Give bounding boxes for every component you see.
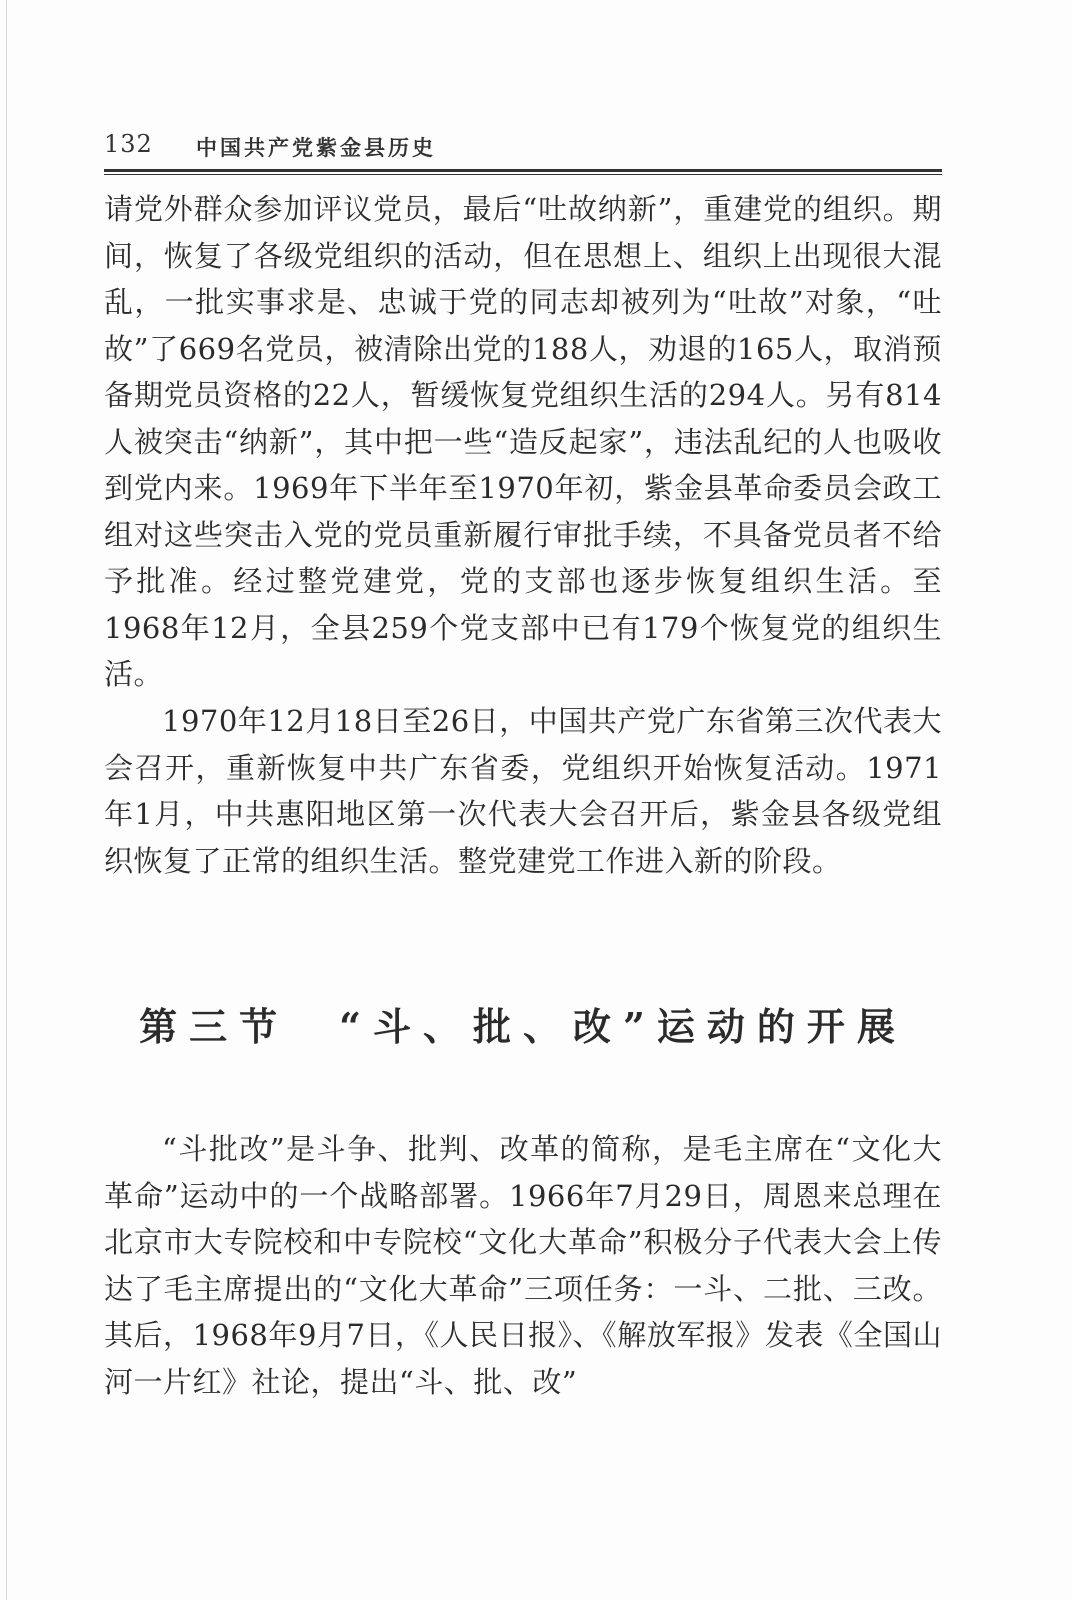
running-header xyxy=(104,130,942,166)
header-rule-thin xyxy=(104,174,942,175)
paragraph-dou-pi-gai: “斗批改”是斗争、批判、改革的简称，是毛主席在“文化大革命”运动中的一个战略部署。1966年7月29日，周恩来总理在北京市大专院校和中专院校“文化大革命”积极分子代表大会上传达了毛主席提出的“文化大革命”三项任务：一斗、二批、三改。其后，1968年9月7日，《人民日报》、《解放军报》发表《全国山河一片红》社论，提出“斗、批、改” xyxy=(104,1132,942,1399)
page-edge-line xyxy=(6,0,7,1600)
section-heading: 第三节 “斗、批、改”运动的开展 xyxy=(139,1004,907,1049)
page-number: 132 xyxy=(104,130,153,158)
paragraph-continued: 请党外群众参加评议党员，最后“吐故纳新”，重建党的组织。期间，恢复了各级党组织的活动，但在思想上、组织上出现很大混乱，一批实事求是、忠诚于党的同志却被列为“吐故”对象，“吐故”了669名党员，被清除出党的188人，劝退的165人，取消预备期党员资格的22人，暂缓恢复党组织生活的294人。另有814人被突击“纳新”，其中把一些“造反起家”，违法乱纪的人也吸收到党内来。1969年下半年至1970年初，紫金县革命委员会政工组对这些突击入党的党员重新履行审批手续，不具备党员者不给予批准。经过整党建党，党的支部也逐步恢复组织生活。至1968年12月，全县259个党支部中已有179个恢复党的组织生活。 xyxy=(104,192,942,691)
paragraph-1970-congress: 1970年12月18日至26日，中国共产党广东省第三次代表大会召开，重新恢复中共广东省委，党组织开始恢复活动。1971年1月，中共惠阳地区第一次代表大会召开后，紫金县各级党组织恢复了正常的组织生活。整党建党工作进入新的阶段。 xyxy=(104,704,942,878)
book-title: 中国共产党紫金县历史 xyxy=(196,135,436,160)
header-rule-thick xyxy=(104,169,942,172)
